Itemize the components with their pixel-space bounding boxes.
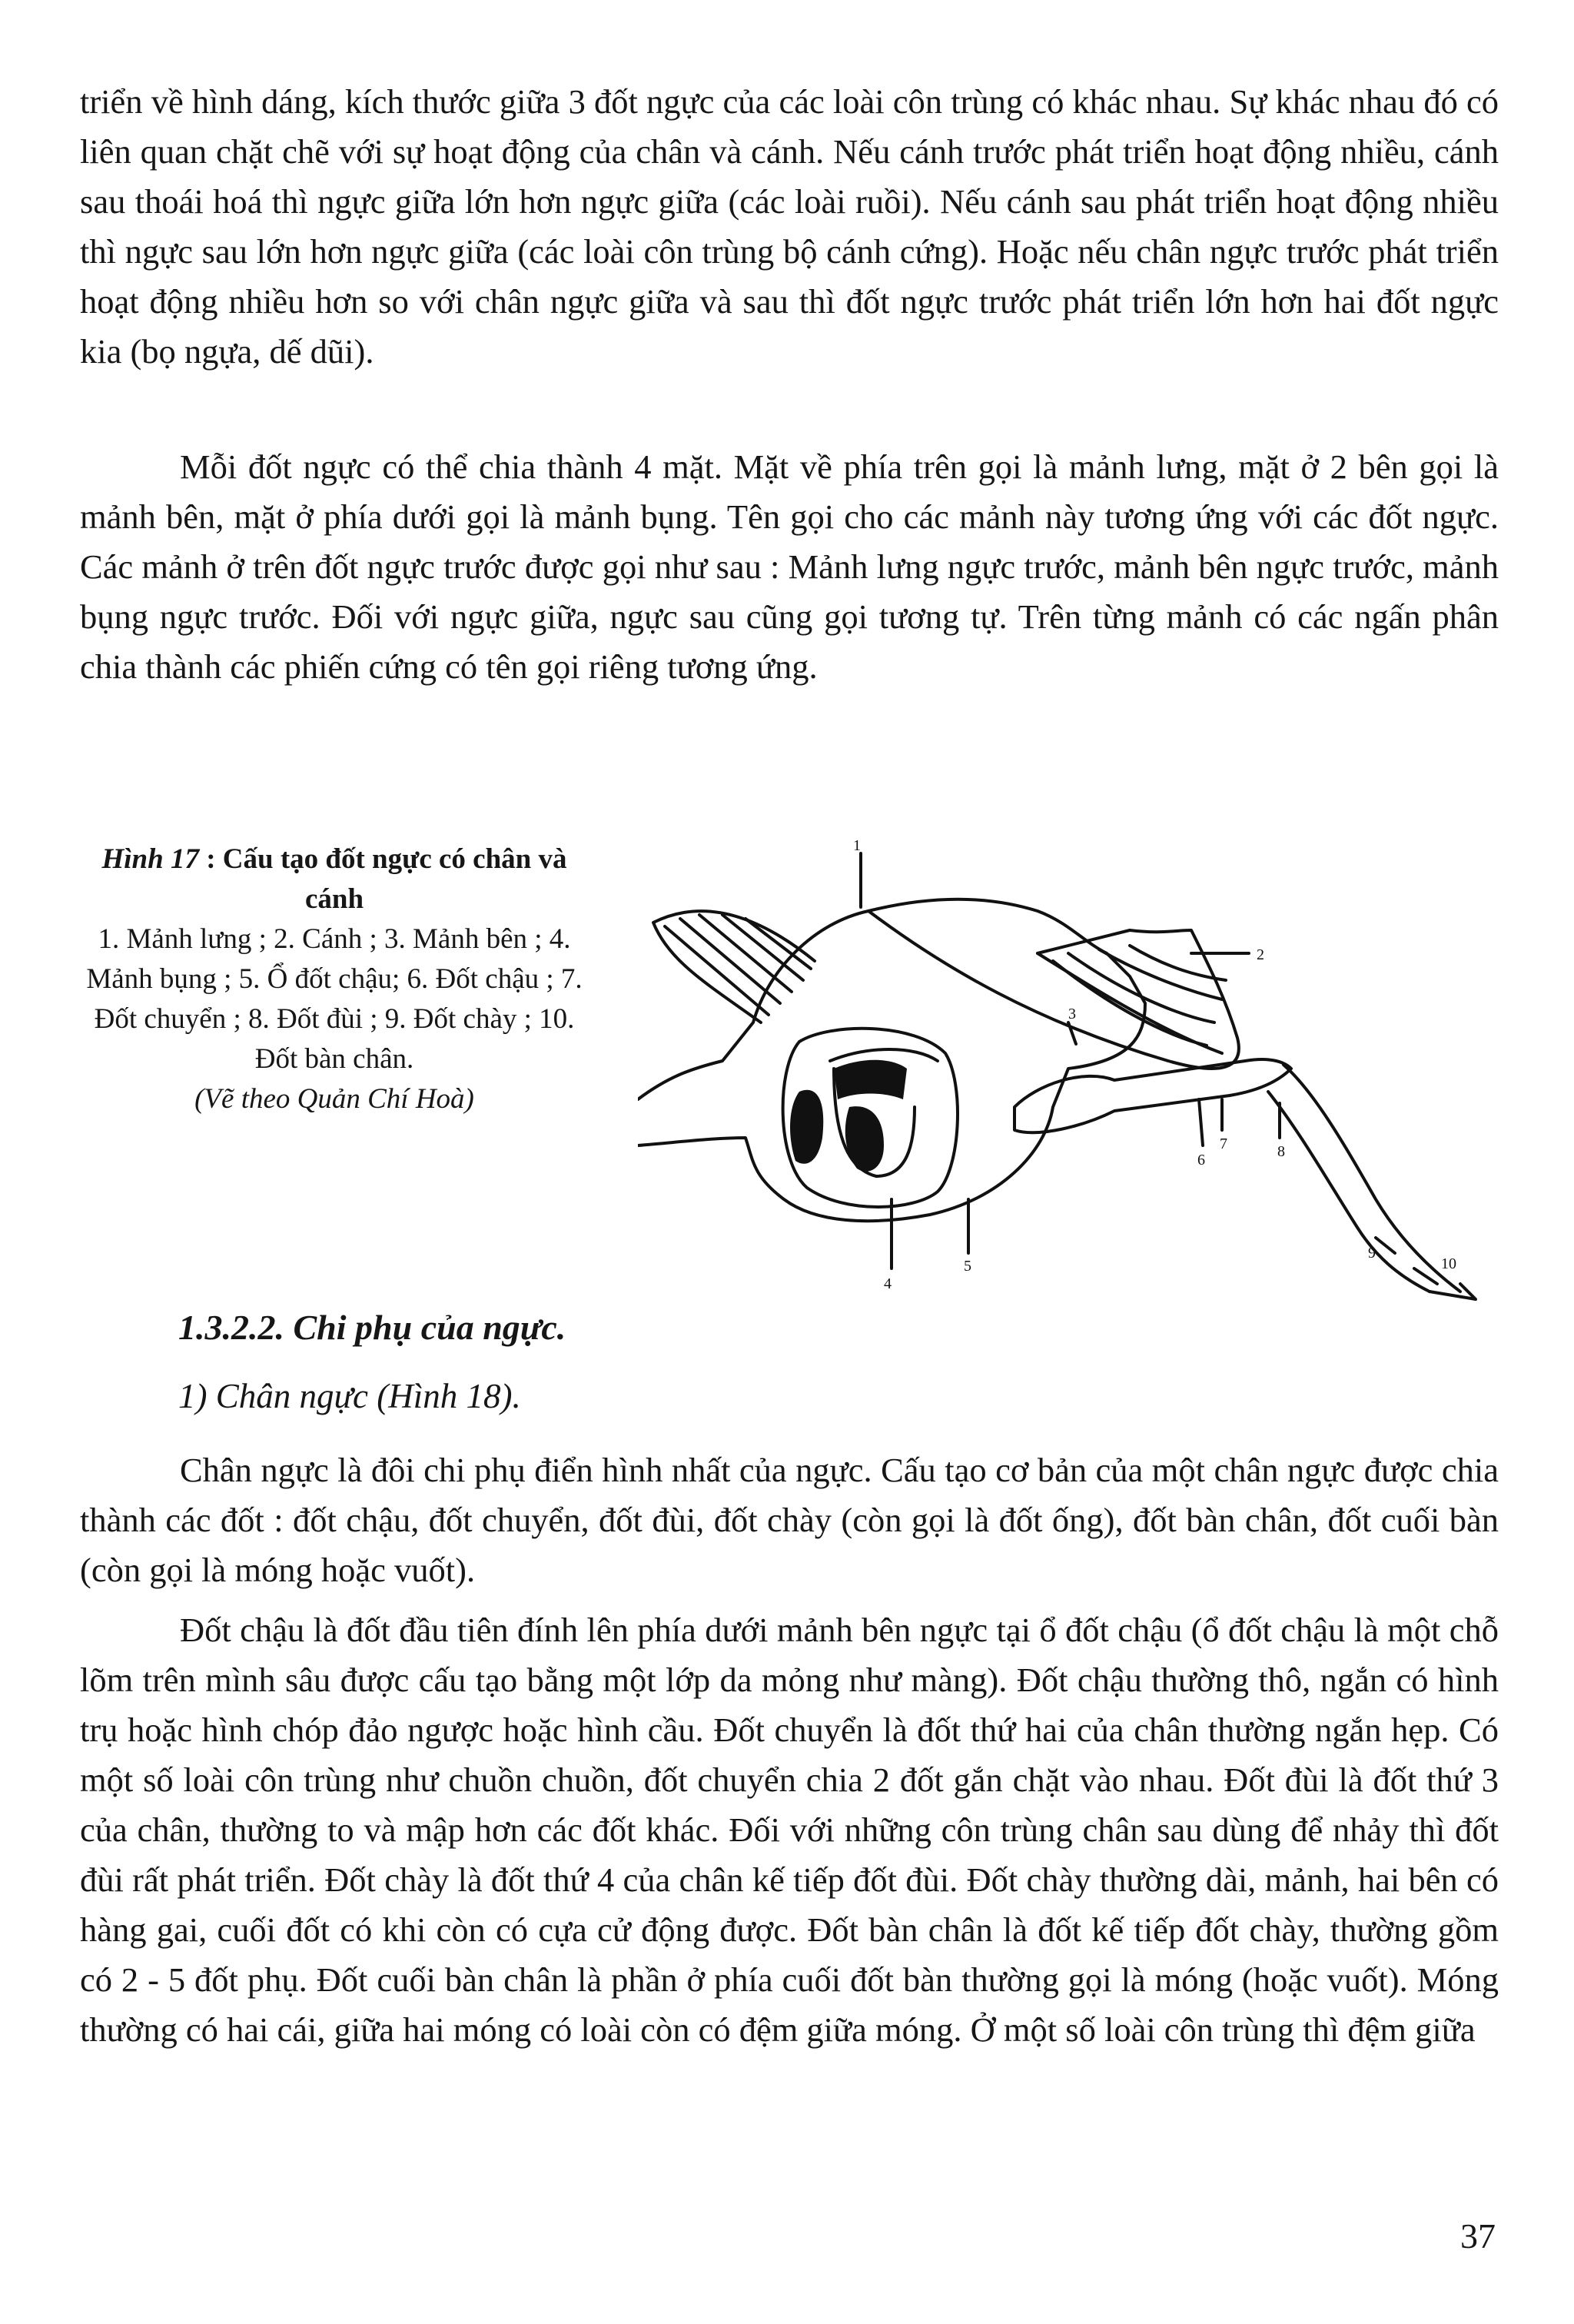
fig-label-3: 3 bbox=[1068, 1006, 1076, 1022]
fig-label-4: 4 bbox=[884, 1275, 892, 1292]
paragraph-leg-segments: Đốt chậu là đốt đầu tiên đính lên phía dưới mảnh bên ngực tại ổ đốt chậu (ổ đốt chậu là một chỗ lõm trên mình sâu được cấu tạo bằng một lớp da mỏng như màng). Đốt chậu thường thô, ngắn có hình trụ hoặc hình chóp đảo ngược hoặc hình cầu. Đốt chuyển là đốt thứ hai của chân thường ngắn hẹp. Có một số loài côn trùng như chuồn chuồn, đốt chuyển chia 2 đốt gắn chặt vào nhau. Đốt đùi là đốt thứ 3 của chân, thường to và mập hơn các đốt khác. Đối với những côn trùng chân sau dùng để nhảy thì đốt đùi rất phát triển. Đốt chày là đốt thứ 4 của chân kế tiếp đốt đùi. Đốt chày thường dài, mảnh, hai bên có hàng gai, cuối đốt có khi còn có cựa cử động được. Đốt bàn chân là đốt kế tiếp đốt chày, thường gồm có 2 - 5 đốt phụ. Đốt cuối bàn chân là phần ở phía cuối đốt bàn thường gọi là móng (hoặc vuốt). Móng thường có hai cái, giữa hai móng có loài còn có đệm giữa móng. Ở một số loài côn trùng thì đệm giữa bbox=[80, 1611, 1499, 2049]
front-wing bbox=[653, 911, 815, 1022]
paragraph-thorax-variation: triển về hình dáng, kích thước giữa 3 đốt ngực của các loài côn trùng có khác nhau. Sự khác nhau đó có liên quan chặt chẽ với sự hoạt động của chân và cánh. Nếu cánh trước phát triển hoạt động nhiều, cánh sau thoái hoá thì ngực giữa lớn hơn ngực giữa (các loài ruồi). Nếu cánh sau phát triển hoạt động nhiều thì ngực sau lớn hơn ngực giữa (các loài côn trùng bộ cánh cứng). Hoặc nếu chân ngực trước phát triển hoạt động nhiều hơn so với chân ngực giữa và sau thì đốt ngực trước phát triển lớn hơn hai đốt ngực kia (bọ ngựa, dế dũi). bbox=[80, 82, 1499, 371]
fig-label-6: 6 bbox=[1197, 1152, 1205, 1169]
fig-label-5: 5 bbox=[964, 1258, 971, 1275]
fig-label-1: 1 bbox=[853, 838, 861, 854]
caption-figure-label: Hình 17 bbox=[101, 843, 199, 875]
fig-label-10: 10 bbox=[1441, 1255, 1456, 1272]
figure-label-numbers bbox=[853, 838, 1456, 1292]
thorax-leg-illustration bbox=[638, 838, 1491, 1361]
fig-label-8: 8 bbox=[1277, 1143, 1285, 1160]
fig-label-9: 9 bbox=[1368, 1245, 1376, 1262]
caption-title bbox=[85, 839, 584, 919]
caption-source: (Vẽ theo Quản Chí Hoà) bbox=[194, 1083, 474, 1115]
paragraph-thorax-plates: Mỗi đốt ngực có thể chia thành 4 mặt. Mặt về phía trên gọi là mảnh lưng, mặt ở 2 bên gọi là mảnh bên, mặt ở phía dưới gọi là mảnh bụng. Tên gọi cho các mảnh này tương ứng với các đốt ngực. Các mảnh ở trên đốt ngực trước được gọi như sau : Mảnh lưng ngực trước, mảnh bên ngực trước, mảnh bụng ngực trước. Đối với ngực giữa, ngực sau cũng gọi tương tự. Trên từng mảnh có các ngấn phân chia thành các phiến cứng có tên gọi riêng tương ứng. bbox=[80, 447, 1499, 686]
fig-label-2: 2 bbox=[1257, 946, 1264, 963]
hind-wing bbox=[868, 911, 1239, 1069]
thorax-drawing bbox=[638, 838, 1491, 1361]
paragraph-leg-structure: Chân ngực là đôi chi phụ điển hình nhất của ngực. Cấu tạo cơ bản của một chân ngực được chia thành các đốt : đốt chậu, đốt chuyển, đốt đùi, đốt chày (còn gọi là đốt ống), đốt bàn chân, đốt cuối bàn (còn gọi là móng hoặc vuốt). bbox=[80, 1451, 1499, 1589]
fig-label-7: 7 bbox=[1220, 1135, 1227, 1152]
figure-caption bbox=[85, 839, 584, 1119]
section-heading: 1.3.2.2. Chi phụ của ngực. bbox=[178, 1308, 566, 1347]
page-number: 37 bbox=[1460, 2216, 1496, 2256]
caption-legend: 1. Mảnh lưng ; 2. Cánh ; 3. Mảnh bên ; 4. Mảnh bụng ; 5. Ổ đốt chậu; 6. Đốt chậu ; 7. Đốt chuyển ; 8. Đốt đùi ; 9. Đốt chày ; 10. Đốt bàn chân. bbox=[86, 923, 583, 1075]
caption-title-text: : Cấu tạo đốt ngực có chân và cánh bbox=[198, 843, 567, 915]
section-subheading: 1) Chân ngực (Hình 18). bbox=[178, 1377, 521, 1415]
